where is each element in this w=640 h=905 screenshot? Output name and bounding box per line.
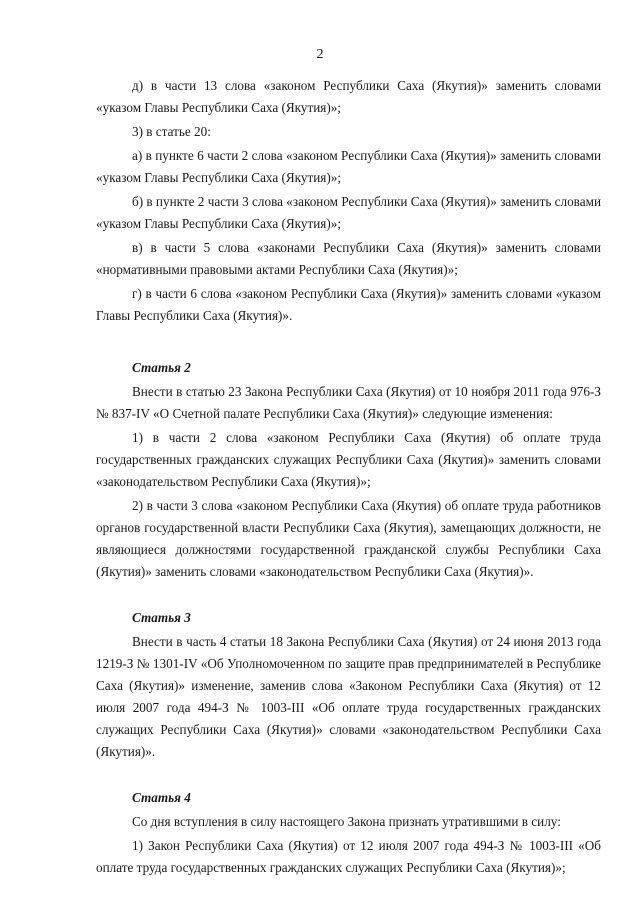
paragraph: б) в пункте 2 части 3 слова «законом Республики Саха (Якутия)» заменить словами «указом Главы Республики Саха (Якутия)»; bbox=[96, 194, 601, 231]
paragraph: д) в части 13 слова «законом Республики Саха (Якутия)» заменить словами «указом Главы Республики Саха (Якутия)»; bbox=[96, 78, 601, 115]
paragraph: 1) Закон Республики Саха (Якутия) от 12 июля 2007 года 494-З № 1003-III «Об оплате труда государственных гражданских служащих Республики Саха (Якутия)»; bbox=[96, 838, 601, 875]
section-article-3 bbox=[96, 607, 601, 763]
paragraph: Внести в часть 4 статьи 18 Закона Республики Саха (Якутия) от 24 июня 2013 года 1219-З № 1301-IV «Об Уполномоченном по защите прав предпринимателей в Республике Саха (Якутия)» изменение, заменив слова «Законом Республики Саха (Якутия) от 12 июля 2007 года 494-З № 1003-III «Об оплате труда государственных гражданских служащих Республики Саха (Якутия)» словами «законодательством Республики Саха (Якутия)». bbox=[96, 634, 601, 759]
page-number: 2 bbox=[316, 47, 324, 62]
article-title: Статья 3 bbox=[132, 610, 191, 625]
paragraph: а) в пункте 6 части 2 слова «законом Республики Саха (Якутия)» заменить словами «указом Главы Республики Саха (Якутия)»; bbox=[96, 148, 601, 185]
paragraph: г) в части 6 слова «законом Республики Саха (Якутия)» заменить словами «указом Главы Республики Саха (Якутия)». bbox=[96, 286, 601, 323]
section-article-4 bbox=[96, 787, 601, 879]
document-body bbox=[96, 75, 601, 881]
paragraph: Со дня вступления в силу настоящего Закона признать утратившими в силу: bbox=[132, 814, 561, 829]
paragraph: 1) в части 2 слова «законом Республики Саха (Якутия) об оплате труда государственных гражданских служащих Республики Саха (Якутия)» заменить словами «законодательством Республики Саха (Якутия)»; bbox=[96, 430, 601, 489]
section-article-1-continuation bbox=[96, 75, 601, 327]
paragraph: 2) в части 3 слова «законом Республики Саха (Якутия) об оплате труда работников органов государственной власти Республики Саха (Якутия), замещающих должности, не являющиеся должностями государственной гражданской службы Республики Саха (Якутия)» заменить словами «законодательством Республики Саха (Якутия)». bbox=[96, 498, 601, 579]
article-title: Статья 4 bbox=[132, 790, 191, 805]
paragraph: Внести в статью 23 Закона Республики Саха (Якутия) от 10 ноября 2011 года 976-З № 837-IV «О Счетной палате Республики Саха (Якутия)» следующие изменения: bbox=[96, 384, 601, 421]
article-title: Статья 2 bbox=[132, 360, 191, 375]
section-article-2 bbox=[96, 357, 601, 583]
paragraph: 3) в статье 20: bbox=[132, 124, 211, 139]
paragraph: в) в части 5 слова «законами Республики Саха (Якутия)» заменить словами «нормативными правовыми актами Республики Саха (Якутия)»; bbox=[96, 240, 601, 277]
